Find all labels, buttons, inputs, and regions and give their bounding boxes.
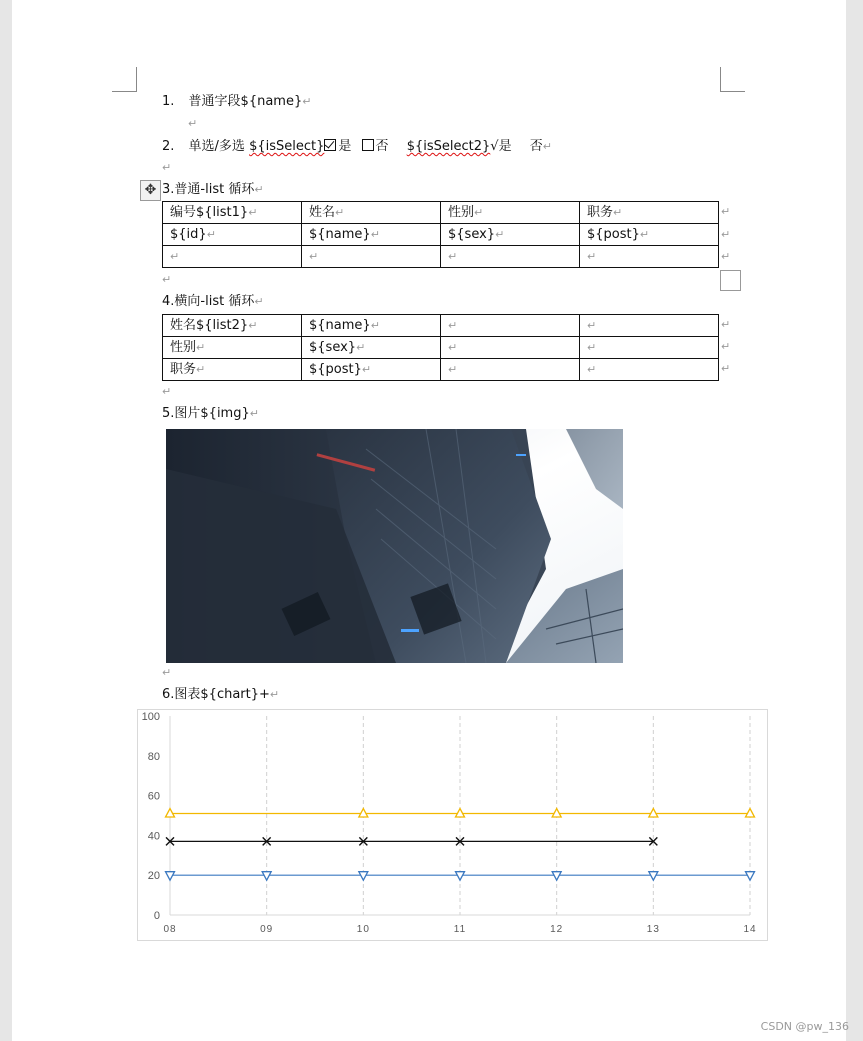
option-no-label: 否 — [375, 139, 389, 154]
data-point — [456, 809, 465, 818]
table-cell[interactable]: 性别↵ — [441, 202, 580, 224]
table-row — [163, 315, 719, 337]
paragraph-mark-icon: ↵ — [188, 117, 198, 130]
table-cell[interactable]: 编号${list1}↵ — [163, 202, 302, 224]
section-title: 4.横向-list 循环 — [162, 294, 255, 309]
data-point — [552, 809, 561, 818]
table-cell[interactable]: ↵ — [302, 246, 441, 268]
list-item-2[interactable] — [162, 138, 552, 156]
table-cell[interactable]: ${post}↵ — [302, 359, 441, 381]
y-tick-label: 20 — [147, 870, 160, 883]
table-cell[interactable]: ↵ — [580, 246, 719, 268]
building-photo-art — [166, 429, 623, 663]
option-yes-label: 是 — [498, 139, 512, 154]
section-heading-3 — [162, 181, 264, 199]
unchecked-checkbox-icon[interactable] — [362, 139, 374, 151]
paragraph-mark-icon: ↵ — [254, 295, 264, 308]
table-row — [163, 246, 719, 268]
data-point — [359, 872, 368, 881]
paragraph-mark-icon: ↵ — [162, 273, 172, 286]
table-cell[interactable]: ↵ — [441, 359, 580, 381]
placeholder-isselect2: ${isSelect2} — [406, 139, 491, 154]
list-item-text: 普通字段${name} — [188, 94, 303, 109]
table-cell[interactable]: ${sex}↵ — [441, 224, 580, 246]
section-title: 6.图表${chart}+ — [162, 687, 270, 702]
table-row — [163, 202, 719, 224]
table-cell[interactable]: 性别↵ — [163, 337, 302, 359]
paragraph-mark-icon: ↵ — [542, 140, 552, 153]
x-tick-label: 08 — [163, 924, 177, 935]
table-cell[interactable]: ↵ — [580, 337, 719, 359]
table-cell[interactable]: ${name}↵ — [302, 224, 441, 246]
paragraph-mark-icon: ↵ — [254, 183, 264, 196]
option-no-label: 否 — [529, 139, 543, 154]
data-point — [166, 809, 175, 818]
table-cell[interactable]: ↵ — [441, 315, 580, 337]
table-cell[interactable]: ${sex}↵ — [302, 337, 441, 359]
list-number: 1. — [162, 94, 175, 109]
list-number: 2. — [162, 139, 175, 154]
row-end-mark-icon: ↵ — [721, 205, 731, 218]
data-point — [649, 809, 658, 818]
y-tick-label: 40 — [147, 830, 160, 843]
row-end-mark-icon: ↵ — [721, 228, 731, 241]
table-cell[interactable]: ↵ — [163, 246, 302, 268]
data-point — [456, 872, 465, 881]
y-tick-label: 0 — [153, 910, 160, 922]
row-end-mark-icon: ↵ — [721, 340, 731, 353]
table-cell[interactable]: ${post}↵ — [580, 224, 719, 246]
paragraph-mark-icon: ↵ — [162, 161, 172, 174]
section-title: 3.普通-list 循环 — [162, 182, 255, 197]
table-cell[interactable]: ↵ — [580, 315, 719, 337]
placeholder-isselect: ${isSelect} — [249, 139, 325, 154]
row-end-mark-icon: ↵ — [721, 318, 731, 331]
paragraph-mark-icon: ↵ — [302, 95, 312, 108]
data-point — [746, 872, 755, 881]
x-tick-label: 14 — [743, 924, 757, 935]
x-tick-label: 13 — [646, 924, 660, 935]
table-cell[interactable]: 姓名${list2}↵ — [163, 315, 302, 337]
data-point — [552, 872, 561, 881]
crop-mark-top-left — [112, 67, 137, 92]
table-resize-handle[interactable] — [720, 270, 741, 291]
row-end-mark-icon: ↵ — [721, 362, 731, 375]
list-item-label: 单选/多选 — [188, 139, 250, 154]
x-tick-label: 12 — [550, 924, 564, 935]
data-point — [166, 872, 175, 881]
paragraph-mark-icon: ↵ — [269, 688, 280, 701]
y-tick-label: 100 — [141, 711, 160, 723]
row-end-mark-icon: ↵ — [721, 250, 731, 263]
section-title: 5.图片${img} — [162, 406, 250, 421]
data-point — [649, 872, 658, 881]
paragraph-mark-icon: ↵ — [162, 385, 172, 398]
checkmark-icon: √ — [490, 139, 499, 154]
line-chart — [138, 710, 767, 940]
section-heading-6 — [162, 686, 279, 704]
table-cell[interactable]: ↵ — [441, 337, 580, 359]
table-move-handle-icon[interactable]: ✥ — [140, 180, 161, 201]
table-cell[interactable]: ↵ — [441, 246, 580, 268]
table-cell[interactable]: ↵ — [580, 359, 719, 381]
table-horizontal-list[interactable] — [162, 314, 719, 381]
checked-checkbox-icon[interactable] — [324, 139, 336, 151]
x-tick-label: 11 — [453, 924, 467, 935]
chart-frame[interactable] — [137, 709, 768, 941]
watermark: CSDN @pw_136 — [760, 1020, 849, 1033]
table-normal-list[interactable] — [162, 201, 719, 268]
data-point — [746, 809, 755, 818]
table-row — [163, 224, 719, 246]
table-cell[interactable]: 姓名↵ — [302, 202, 441, 224]
data-point — [359, 809, 368, 818]
y-tick-label: 60 — [147, 790, 160, 803]
list-item-1[interactable] — [162, 93, 311, 111]
crop-mark-top-right — [720, 67, 745, 92]
x-tick-label: 10 — [356, 924, 370, 935]
paragraph-mark-icon: ↵ — [162, 666, 172, 679]
data-point — [262, 872, 271, 881]
building-photo[interactable] — [166, 429, 623, 663]
table-cell[interactable]: ${id}↵ — [163, 224, 302, 246]
x-tick-label: 09 — [260, 924, 274, 935]
table-cell[interactable]: 职务↵ — [580, 202, 719, 224]
paragraph-mark-icon: ↵ — [249, 407, 259, 420]
table-row — [163, 359, 719, 381]
option-yes-label: 是 — [338, 139, 352, 154]
section-heading-4 — [162, 293, 264, 311]
table-cell[interactable]: ${name}↵ — [302, 315, 441, 337]
y-tick-label: 80 — [147, 750, 160, 763]
table-row — [163, 337, 719, 359]
section-heading-5 — [162, 405, 259, 423]
table-cell[interactable]: 职务↵ — [163, 359, 302, 381]
